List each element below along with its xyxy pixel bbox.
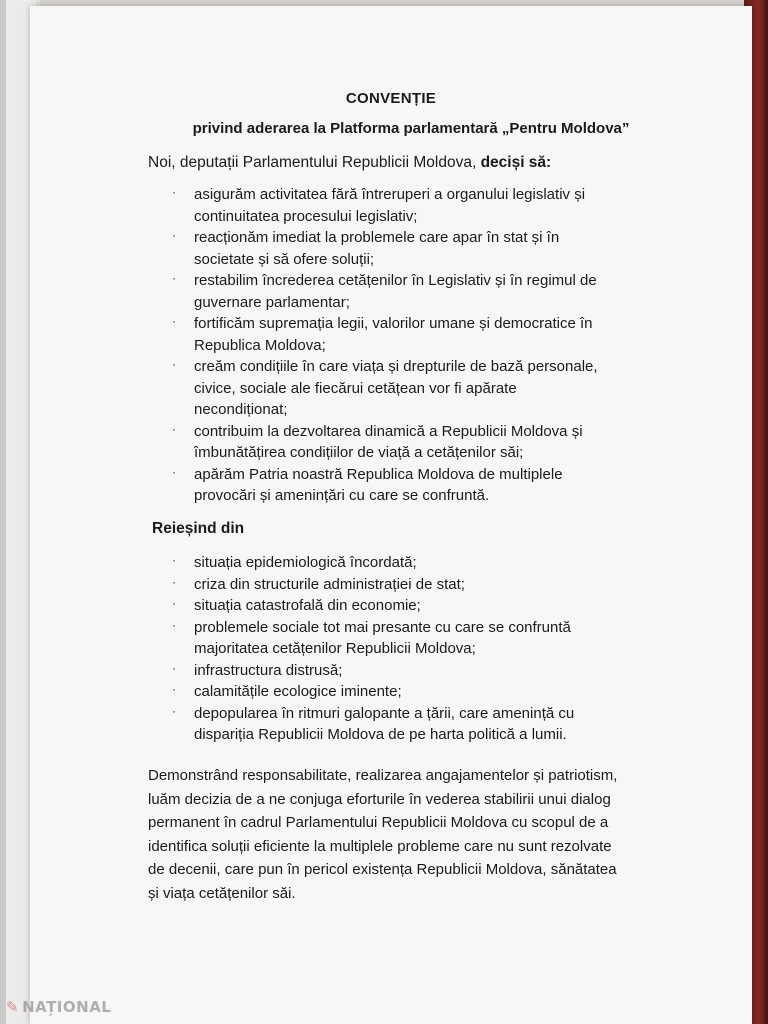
list-item-line: contribuim la dezvoltarea dinamică a Republicii Moldova și	[194, 422, 583, 440]
intro-text: Noi, deputații Parlamentului Republicii Moldova,	[148, 154, 481, 171]
list-item	[172, 552, 654, 574]
bullet-icon: ·	[172, 314, 176, 328]
list-item-line: fortificăm supremația legii, valorilor umane și democratice în	[194, 315, 593, 332]
bullet-icon: ·	[172, 596, 176, 610]
bullet-icon: ·	[172, 357, 176, 371]
list-item-line: infrastructura distrusă;	[194, 661, 343, 679]
bullet-icon: ·	[172, 421, 176, 436]
list-item-line: îmbunătățirea condițiilor de viață a cetățenilor săi;	[194, 444, 524, 461]
paragraph-line: luăm decizia de a ne conjuga eforturile în vederea stabilirii unui dialog	[148, 790, 611, 808]
list-item-line: situația epidemiologică încordată;	[194, 554, 417, 571]
bullet-icon: ·	[172, 682, 176, 696]
bullet-icon: ·	[172, 228, 176, 242]
pen-icon: ✎	[6, 998, 20, 1016]
list-item-line: reacționăm imediat la problemele care apar în stat și în	[194, 229, 560, 246]
closing-paragraph	[148, 764, 648, 905]
list-item-line: guvernare parlamentar;	[194, 293, 350, 311]
bullet-icon: ·	[172, 185, 176, 199]
bullet-icon: ·	[172, 660, 176, 675]
intro-line	[148, 154, 551, 172]
list-item-line: apărăm Patria noastră Republica Moldova de multiplele	[194, 465, 563, 483]
list-item	[172, 681, 654, 703]
list-item-line: situația catastrofală din economie;	[194, 597, 421, 614]
list-item-line: asigurăm activitatea fără întreruperi a organului legislativ și	[194, 186, 586, 203]
paragraph-line: de decenii, care pun în pericol existența Republicii Moldova, sănătatea	[148, 861, 617, 878]
list-item-line: continuitatea procesului legislativ;	[194, 207, 418, 225]
list-item	[172, 184, 654, 227]
list-item-line: necondiționat;	[194, 401, 288, 418]
list-item-line: Republica Moldova;	[194, 336, 326, 354]
watermark-logo	[6, 998, 111, 1016]
paragraph-line: Demonstrând responsabilitate, realizarea angajamentelor și patriotism,	[148, 767, 618, 784]
list-item-line: societate și să ofere soluții;	[194, 250, 375, 268]
list-item	[172, 595, 654, 617]
list-item	[172, 356, 654, 421]
list-item-line: criza din structurile administrației de stat;	[194, 575, 465, 593]
list-item-line: majoritatea cetățenilor Republicii Moldova;	[194, 640, 476, 657]
watermark-text: NAȚIONAL	[22, 998, 112, 1016]
list-item	[172, 703, 654, 746]
list-item-line: creăm condițiile în care viața și drepturile de bază personale,	[194, 358, 598, 375]
bullet-icon: ·	[172, 553, 176, 567]
list-item	[172, 313, 654, 356]
document-subtitle: privind aderarea la Platforma parlamentară „Pentru Moldova”	[192, 120, 630, 137]
list-item-line: civice, sociale ale fiecărui cetățean vor fi apărate	[194, 379, 517, 397]
list-item-line: provocări și amenințări cu care se confruntă.	[194, 487, 490, 504]
bullet-icon: ·	[172, 703, 176, 718]
bullet-icon: ·	[172, 617, 176, 632]
list-item	[172, 464, 654, 507]
list-item	[172, 617, 654, 660]
list-item	[172, 574, 654, 596]
reasons-list	[172, 552, 654, 746]
list-item	[172, 227, 654, 270]
list-item-line: restabilim încrederea cetățenilor în Legislativ și în regimul de	[194, 272, 597, 289]
document-sheet	[30, 6, 752, 1024]
bullet-icon: ·	[172, 464, 176, 479]
paragraph-line: identifica soluții eficiente la multiplele probleme care nu sunt rezolvate	[148, 837, 612, 855]
list-item-line: problemele sociale tot mai presante cu care se confruntă	[194, 618, 571, 636]
list-item	[172, 270, 654, 313]
list-item-line: calamitățile ecologice iminente;	[194, 683, 402, 700]
intro-bold: deciși să:	[480, 154, 552, 171]
reasons-heading: Reieșind din	[152, 520, 245, 537]
paragraph-line: permanent în cadrul Parlamentului Republicii Moldova cu scopul de a	[148, 814, 609, 831]
list-item	[172, 660, 654, 682]
bullet-icon: ·	[172, 574, 176, 589]
paragraph-line: și viața cetățenilor săi.	[148, 884, 296, 902]
list-item-line: dispariția Republicii Moldova de pe harta politică a lumii.	[194, 726, 567, 743]
decisions-list	[172, 184, 654, 507]
list-item	[172, 421, 654, 464]
document-title: CONVENȚIE	[345, 90, 437, 107]
list-item-line: depopularea în ritmuri galopante a țării, care amenință cu	[194, 704, 575, 722]
bullet-icon: ·	[172, 271, 176, 285]
